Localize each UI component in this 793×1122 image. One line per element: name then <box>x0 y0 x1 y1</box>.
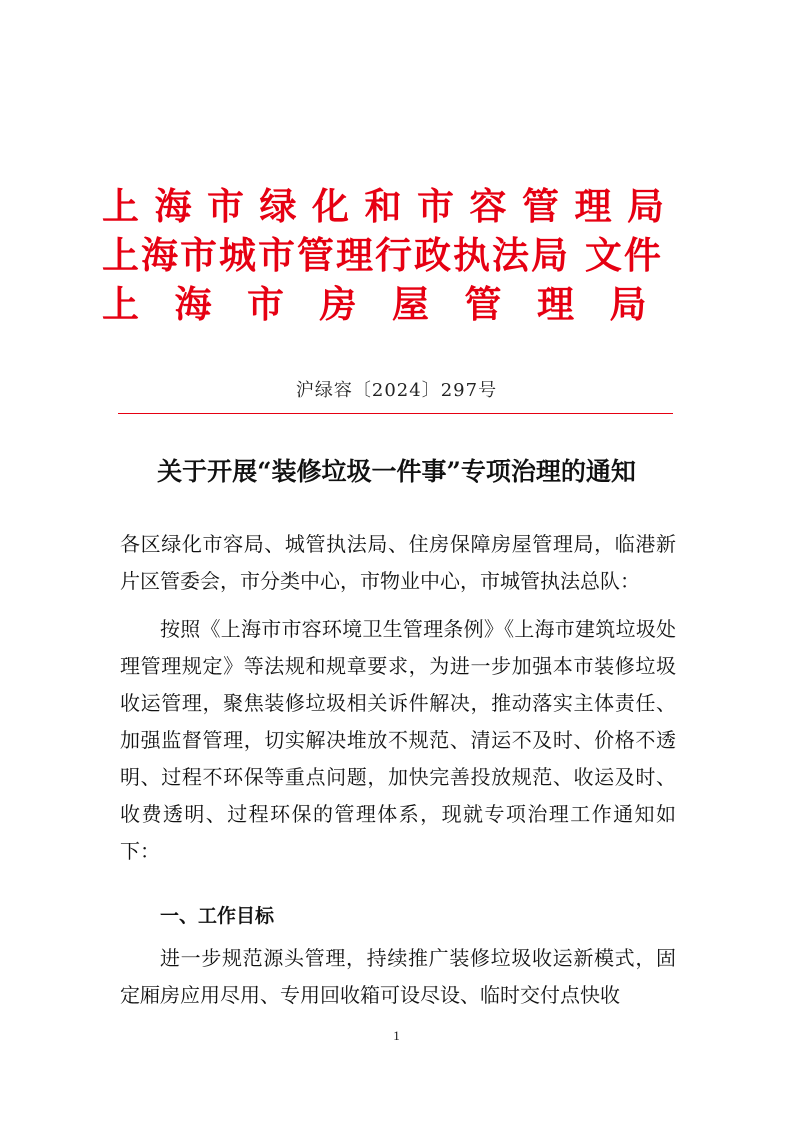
body-paragraph: 按照《上海市市容环境卫生管理条例》《上海市建筑垃圾处理管理规定》等法规和规章要求，为进一步加强本市装修垃圾收运管理，聚焦装修垃圾相关诉件解决，推动落实主体责任、加强监督管理，切实解决堆放不规范、清运不及时、价格不透明、过程不环保等重点问题，加快完善投放规范、收运及时、收费透明、过程环保的管理体系，现就专项治理工作通知如下： <box>120 617 676 863</box>
issuer-urban-management-bureau: 上海市城市管理行政执法局 文件 <box>102 233 663 277</box>
section-heading-work-goals: 一、工作目标 <box>160 905 275 927</box>
page-number: 1 <box>393 1028 400 1043</box>
red-divider-line <box>118 413 673 414</box>
addressee-paragraph: 各区绿化市容局、城管执法局、住房保障房屋管理局，临港新片区管委会，市分类中心，市物业中心，市城管执法总队： <box>120 532 676 593</box>
issuer-housing-bureau: 上海市房屋管理局 <box>102 282 682 326</box>
document-title: 关于开展“装修垃圾一件事”专项治理的通知 <box>157 457 636 486</box>
document-number: 沪绿容〔2024〕297号 <box>295 380 498 401</box>
body-paragraph-goals: 进一步规范源头管理，持续推广装修垃圾收运新模式，固定厢房应用尽用、专用回收箱可设尽设、临时交付点快收 <box>120 946 676 1007</box>
issuer-greening-bureau: 上海市绿化和市容管理局 <box>102 184 680 228</box>
